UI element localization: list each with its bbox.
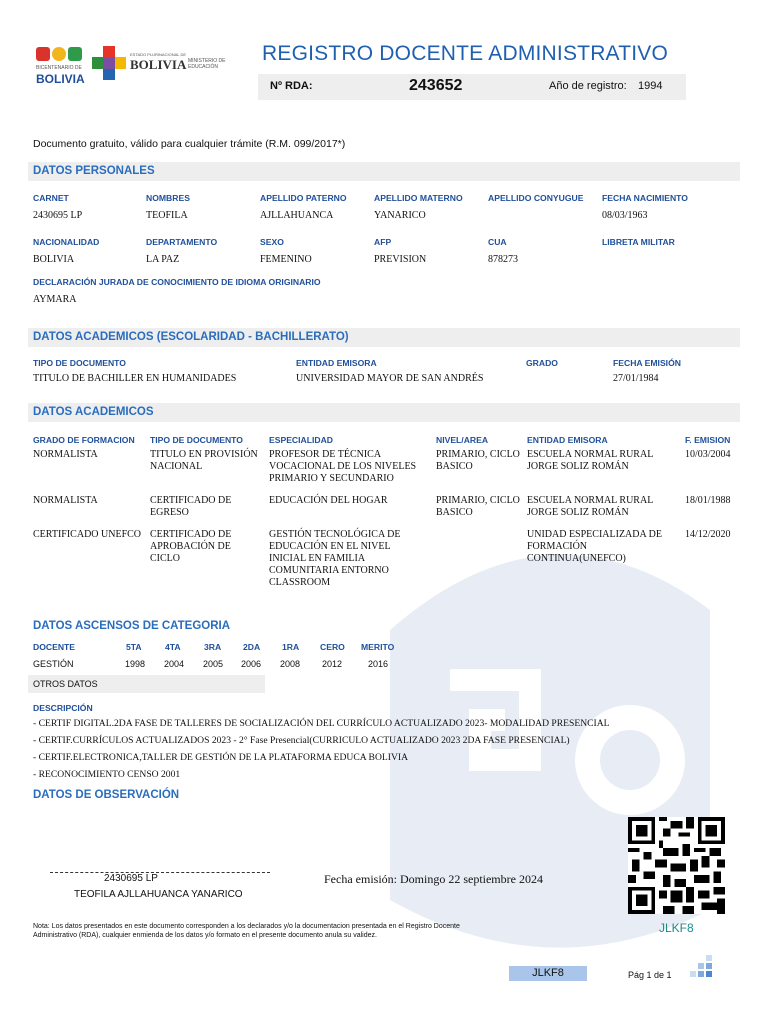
cell-especialidad: PROFESOR DE TÉCNICA VOCACIONAL DE LOS NIVELES PRIMARIO Y SECUNDARIO bbox=[269, 449, 417, 484]
ministerio-caption: MINISTERIO DE EDUCACIÓN bbox=[188, 58, 226, 70]
section-observacion bbox=[28, 786, 740, 805]
section-title: DATOS DE OBSERVACIÓN bbox=[33, 789, 180, 801]
label-nacionalidad: NACIONALIDAD bbox=[33, 237, 100, 247]
label-tipo-documento: TIPO DE DOCUMENTO bbox=[33, 358, 126, 368]
header-nivel-area: NIVEL/AREA bbox=[436, 435, 489, 445]
value-nacionalidad: BOLIVIA bbox=[33, 254, 75, 265]
cell-grado: CERTIFICADO UNEFCO bbox=[33, 529, 142, 540]
cell-tipo: TITULO EN PROVISIÓN NACIONAL bbox=[150, 449, 258, 472]
bicentenario-logo bbox=[34, 45, 86, 87]
value-cero: 2012 bbox=[322, 659, 343, 669]
verification-code: JLKF8 bbox=[532, 967, 564, 979]
value-entidad-emisora: UNIVERSIDAD MAYOR DE SAN ANDRÉS bbox=[296, 373, 484, 384]
page-number: Pág 1 de 1 bbox=[628, 970, 672, 980]
fecha-emision: Fecha emisión: Domingo 22 septiembre 2024 bbox=[324, 872, 543, 886]
cell-tipo: CERTIFICADO DE APROBACIÓN DE CICLO bbox=[150, 529, 232, 564]
label-afp: AFP bbox=[374, 237, 392, 247]
label-cua: CUA bbox=[488, 237, 507, 247]
label-sexo: SEXO bbox=[260, 237, 284, 247]
value-1ra: 2008 bbox=[280, 659, 301, 669]
ministerio-logo bbox=[92, 44, 227, 82]
section-title: DATOS PERSONALES bbox=[33, 165, 155, 177]
header-5ta: 5TA bbox=[126, 642, 142, 652]
value-tipo-documento: TITULO DE BACHILLER EN HUMANIDADES bbox=[33, 373, 237, 384]
value-5ta: 1998 bbox=[125, 659, 146, 669]
section-bachillerato bbox=[28, 328, 740, 347]
cell-especialidad: GESTIÓN TECNOLÓGICA DE EDUCACIÓN EN EL NIVEL INICIAL EN FAMILIA COMUNITARIA ENTORNO CLASSROOM bbox=[269, 529, 401, 588]
header-entidad-emisora: ENTIDAD EMISORA bbox=[527, 435, 608, 445]
signature-id: 2430695 LP bbox=[104, 873, 158, 884]
label-apellido-materno: APELLIDO MATERNO bbox=[374, 193, 463, 203]
cell-fecha: 10/03/2004 bbox=[685, 449, 731, 460]
year-value: 1994 bbox=[638, 80, 663, 92]
label-fecha-nacimiento: FECHA NACIMIENTO bbox=[602, 193, 688, 203]
section-title: DATOS ACADEMICOS (ESCOLARIDAD - BACHILLERATO) bbox=[33, 331, 349, 343]
cell-entidad: ESCUELA NORMAL RURAL JORGE SOLIZ ROMÁN bbox=[527, 449, 653, 472]
section-personal bbox=[28, 162, 740, 181]
rda-label: Nº RDA: bbox=[270, 80, 313, 92]
value-cua: 878273 bbox=[488, 254, 518, 265]
header-cero: CERO bbox=[320, 642, 345, 652]
label-departamento: DEPARTAMENTO bbox=[146, 237, 218, 247]
section-title: DATOS ASCENSOS DE CATEGORIA bbox=[33, 620, 231, 632]
header-1ra: 1RA bbox=[282, 642, 300, 652]
section-ascensos bbox=[28, 617, 740, 636]
value-carnet: 2430695 LP bbox=[33, 210, 83, 221]
value-2da: 2006 bbox=[241, 659, 262, 669]
document-note: Documento gratuito, válido para cualquier trámite (R.M. 099/2017*) bbox=[33, 138, 346, 150]
header-4ta: 4TA bbox=[165, 642, 181, 652]
label-carnet: CARNET bbox=[33, 193, 69, 203]
cell-grado: NORMALISTA bbox=[33, 495, 98, 506]
label-fecha-emision: FECHA EMISIÓN bbox=[613, 358, 681, 368]
cell-entidad: UNIDAD ESPECIALIZADA DE FORMACIÓN CONTINUA(UNEFCO) bbox=[527, 529, 662, 564]
bolivia-word: BOLIVIA bbox=[130, 57, 187, 72]
footer-note: Nota: Los datos presentados en este documento corresponden a los declarados y/o la documentacion presentada en el Registro Docente Administrativo (RDA), cualquier enmienda de los datos y/o formato en el presente documento anula su validez. bbox=[33, 923, 460, 939]
value-nombres: TEOFILA bbox=[146, 210, 188, 221]
qr-code-icon bbox=[628, 817, 725, 914]
desc-item: - RECONOCIMIENTO CENSO 2001 bbox=[33, 769, 181, 780]
cell-grado: NORMALISTA bbox=[33, 449, 98, 460]
cell-fecha: 14/12/2020 bbox=[685, 529, 731, 540]
header-3ra: 3RA bbox=[204, 642, 222, 652]
label-descripcion: DESCRIPCIÓN bbox=[33, 703, 93, 713]
cell-fecha: 18/01/1988 bbox=[685, 495, 731, 506]
otros-datos-label: OTROS DATOS bbox=[33, 679, 98, 689]
signature-name: TEOFILA AJLLAHUANCA YANARICO bbox=[74, 889, 243, 900]
header-tipo-documento: TIPO DE DOCUMENTO bbox=[150, 435, 243, 445]
cell-entidad: ESCUELA NORMAL RURAL JORGE SOLIZ ROMÁN bbox=[527, 495, 653, 518]
cell-especialidad: EDUCACIÓN DEL HOGAR bbox=[269, 495, 388, 506]
header-merito: MERITO bbox=[361, 642, 395, 652]
cell-nivel: PRIMARIO, CICLO BASICO bbox=[436, 449, 520, 472]
desc-item: - CERTIF.CURRÍCULOS ACTUALIZADOS 2023 - 2° Fase Presencial(CURRICULO ACTUALIZADO 2023 2DA FASE PRESENCIAL) bbox=[33, 735, 570, 746]
value-merito: 2016 bbox=[368, 659, 389, 669]
value-gestion: GESTIÓN bbox=[33, 659, 74, 669]
verification-code-box bbox=[509, 966, 587, 981]
value-apellido-materno: YANARICO bbox=[374, 210, 426, 221]
header-grado-formacion: GRADO DE FORMACION bbox=[33, 435, 135, 445]
label-entidad-emisora: ENTIDAD EMISORA bbox=[296, 358, 377, 368]
header-docente: DOCENTE bbox=[33, 642, 76, 652]
bicentenario-word: BOLIVIA bbox=[36, 72, 85, 86]
otros-datos-bar bbox=[28, 675, 265, 693]
value-sexo: FEMENINO bbox=[260, 254, 312, 265]
corner-squares-icon bbox=[690, 955, 720, 980]
label-nombres: NOMBRES bbox=[146, 193, 190, 203]
estado-caption: ESTADO PLURINACIONAL DE bbox=[130, 52, 187, 57]
wiphala-emblem-icon bbox=[92, 46, 126, 80]
qr-code-text: JLKF8 bbox=[659, 921, 694, 935]
value-3ra: 2005 bbox=[203, 659, 224, 669]
desc-item: - CERTIF.ELECTRONICA,TALLER DE GESTIÓN DE LA PLATAFORMA EDUCA BOLIVIA bbox=[33, 752, 408, 763]
value-idioma: AYMARA bbox=[33, 294, 77, 305]
value-afp: PREVISION bbox=[374, 254, 427, 265]
rda-number: 243652 bbox=[409, 77, 463, 94]
label-apellido-paterno: APELLIDO PATERNO bbox=[260, 193, 347, 203]
header-especialidad: ESPECIALIDAD bbox=[269, 435, 333, 445]
value-apellido-paterno: AJLLAHUANCA bbox=[260, 210, 334, 221]
document-title: REGISTRO DOCENTE ADMINISTRATIVO bbox=[262, 42, 669, 65]
value-fecha-nacimiento: 08/03/1963 bbox=[602, 210, 648, 221]
label-apellido-conyugue: APELLIDO CONYUGUE bbox=[488, 193, 584, 203]
signature-line bbox=[50, 872, 270, 873]
value-4ta: 2004 bbox=[164, 659, 185, 669]
desc-item: - CERTIF DIGITAL.2DA FASE DE TALLERES DE SOCIALIZACIÓN DEL CURRÍCULO ACTUALIZADO 2023- MODALIDAD PRESENCIAL bbox=[33, 718, 610, 729]
value-departamento: LA PAZ bbox=[146, 254, 180, 265]
value-fecha-emision: 27/01/1984 bbox=[613, 373, 659, 384]
section-title: DATOS ACADEMICOS bbox=[33, 406, 154, 418]
cell-tipo: CERTIFICADO DE EGRESO bbox=[150, 495, 232, 518]
cell-nivel: PRIMARIO, CICLO BASICO bbox=[436, 495, 520, 518]
header-2da: 2DA bbox=[243, 642, 261, 652]
year-label: Año de registro: bbox=[549, 80, 627, 92]
header-f-emision: F. EMISION bbox=[685, 435, 731, 445]
bicentenario-caption: BICENTENARIO DE bbox=[36, 65, 82, 71]
label-grado: GRADO bbox=[526, 358, 558, 368]
label-libreta-militar: LIBRETA MILITAR bbox=[602, 237, 675, 247]
section-academicos bbox=[28, 403, 740, 422]
label-idioma: DECLARACIÓN JURADA DE CONOCIMIENTO DE IDIOMA ORIGINARIO bbox=[33, 277, 321, 287]
